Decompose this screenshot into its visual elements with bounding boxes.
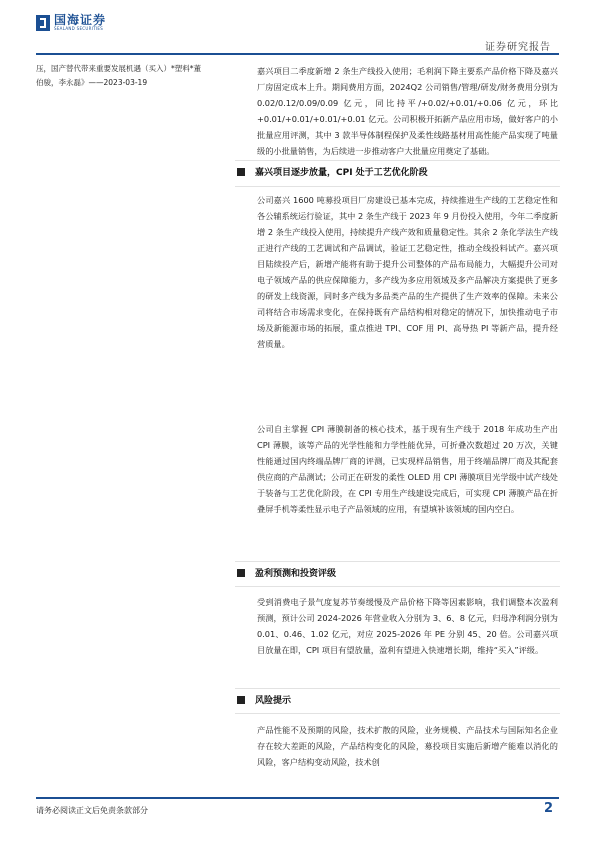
page-header (0, 0, 595, 53)
related-report-reference (36, 62, 236, 90)
report-type-label: 证券研究报告 (485, 42, 551, 53)
section-marker-icon (237, 569, 245, 577)
body-paragraph: 公司嘉兴 1600 吨募投项目厂房建设已基本完成，持续推进生产线的工艺稳定性和各公辅系统运行验证，其中 2 条生产线于 2023 年 9 月份投入使用，今年二季度新增 2 条生产线投入使用，持续提升产线产效和质量稳定性。其余 2 条化学法生产线正进行产线的工艺调试和产品调试，验证工艺稳定性，推动全线投料试产。嘉兴项目陆续投产后，新增产能将有助于提升公司整体的产品布局能力，大幅提升公司对电子领域产品的供应保障能力，多产线为多应用领域及多产品解决方案提供了更多的研发上线资源，同时多产线为多品类产品的生产提供了生产效率的保障。未来公司将结合市场需求变化，在保持既有产品结构相对稳定的情况下，加快推动电子市场及新能源市场的拓展，重点推进 TPI、COF 用 PI、高导热 PI 等新产品，提升经营质量。 (257, 195, 558, 349)
related-report-line: 伯骏，李永磊》——2023-03-19 (36, 78, 148, 87)
section-body (255, 192, 560, 352)
section-title: 嘉兴项目逐步放量，CPI 处于工艺优化阶段 (255, 168, 428, 178)
disclaimer-note: 请务必阅读正文后免责条款部分 (36, 806, 148, 815)
section-heading (235, 160, 560, 183)
section-heading (235, 688, 560, 711)
body-paragraph: 产品性能不及预期的风险，技术扩散的风险，业务规模、产品技术与国际知名企业存在较大差距的风险，产品结构变化的风险，募投项目实施后新增产能难以消化的风险，客户结构变动风险，技术创 (257, 725, 558, 767)
section-title: 盈利预测和投资评级 (255, 569, 337, 579)
section-divider (235, 713, 560, 714)
intro-paragraph: 嘉兴项目二季度新增 2 条生产线投入使用；毛利润下降主要系产品价格下降及嘉兴厂房固定成本上升。期间费用方面，2024Q2 公司销售/管理/研发/财务费用分别为 0.02/0.12/0.09/0.09 亿元，同比持平/+0.02/+0.01/+0.06 亿元，环比+0.01/+0.01/+0.01/+0.01 亿元。公司积极开拓新产品应用市场，做好客户的小批量应用评测，其中 3 款半导体制程保护及柔性线路基材用高性能产品实现了吨量级的小批量销售，为后续进一步推动客户大批量应用奠定了基础。 (257, 66, 558, 156)
section-marker-icon (237, 696, 245, 704)
section-body (255, 421, 560, 517)
logo-name-cn: 国海证券 (54, 13, 107, 27)
logo-name-en: SEALAND SECURITIES (54, 26, 104, 31)
body-paragraph: 公司自主掌握 CPI 薄膜制备的核心技术，基于现有生产线于 2018 年成功生产出 CPI 薄膜，该等产品的光学性能和力学性能优异，可折叠次数超过 20 万次，关键性能通过国内终端品牌厂商的评测，已实现样品销售，用于终端品牌厂商及其配套供应商的产品测试；公司正在研发的柔性 OLED 用 CPI 薄膜项目光学级中试产线处于装备与工艺优化阶段，在 CPI 专用生产线建设完成后，可实现 CPI 薄膜产品在折叠屏手机等柔性显示电子产品领域的应用，有望填补该领域的国内空白。 (257, 424, 558, 514)
section-divider (235, 586, 560, 587)
section-title: 风险提示 (255, 696, 292, 706)
section-divider (235, 186, 560, 187)
section-marker-icon (237, 168, 245, 176)
company-logo (36, 14, 106, 32)
intro-block (255, 63, 560, 159)
section-body (255, 722, 560, 770)
body-paragraph: 受到消费电子景气度复苏节奏缓慢及产品价格下降等因素影响，我们调整本次盈利预测，预计公司 2024-2026 年营业收入分别为 3、6、8 亿元，归母净利润分别为 0.01、0.46、1.02 亿元，对应 2025-2026 年 PE 分别 45、20 倍。公司嘉兴项目放量在即，CPI 项目有望放量，盈利有望进入快速增长期，维持“买入”评级。 (257, 597, 558, 655)
related-report-line: 压，国产替代带来重要发展机遇（买入）*塑料*董 (36, 64, 201, 73)
header-divider (36, 53, 559, 55)
page-footer (36, 797, 559, 819)
section-heading (235, 561, 560, 584)
section-body (255, 594, 560, 658)
logo-icon (36, 15, 50, 31)
page-number: 2 (543, 801, 553, 816)
